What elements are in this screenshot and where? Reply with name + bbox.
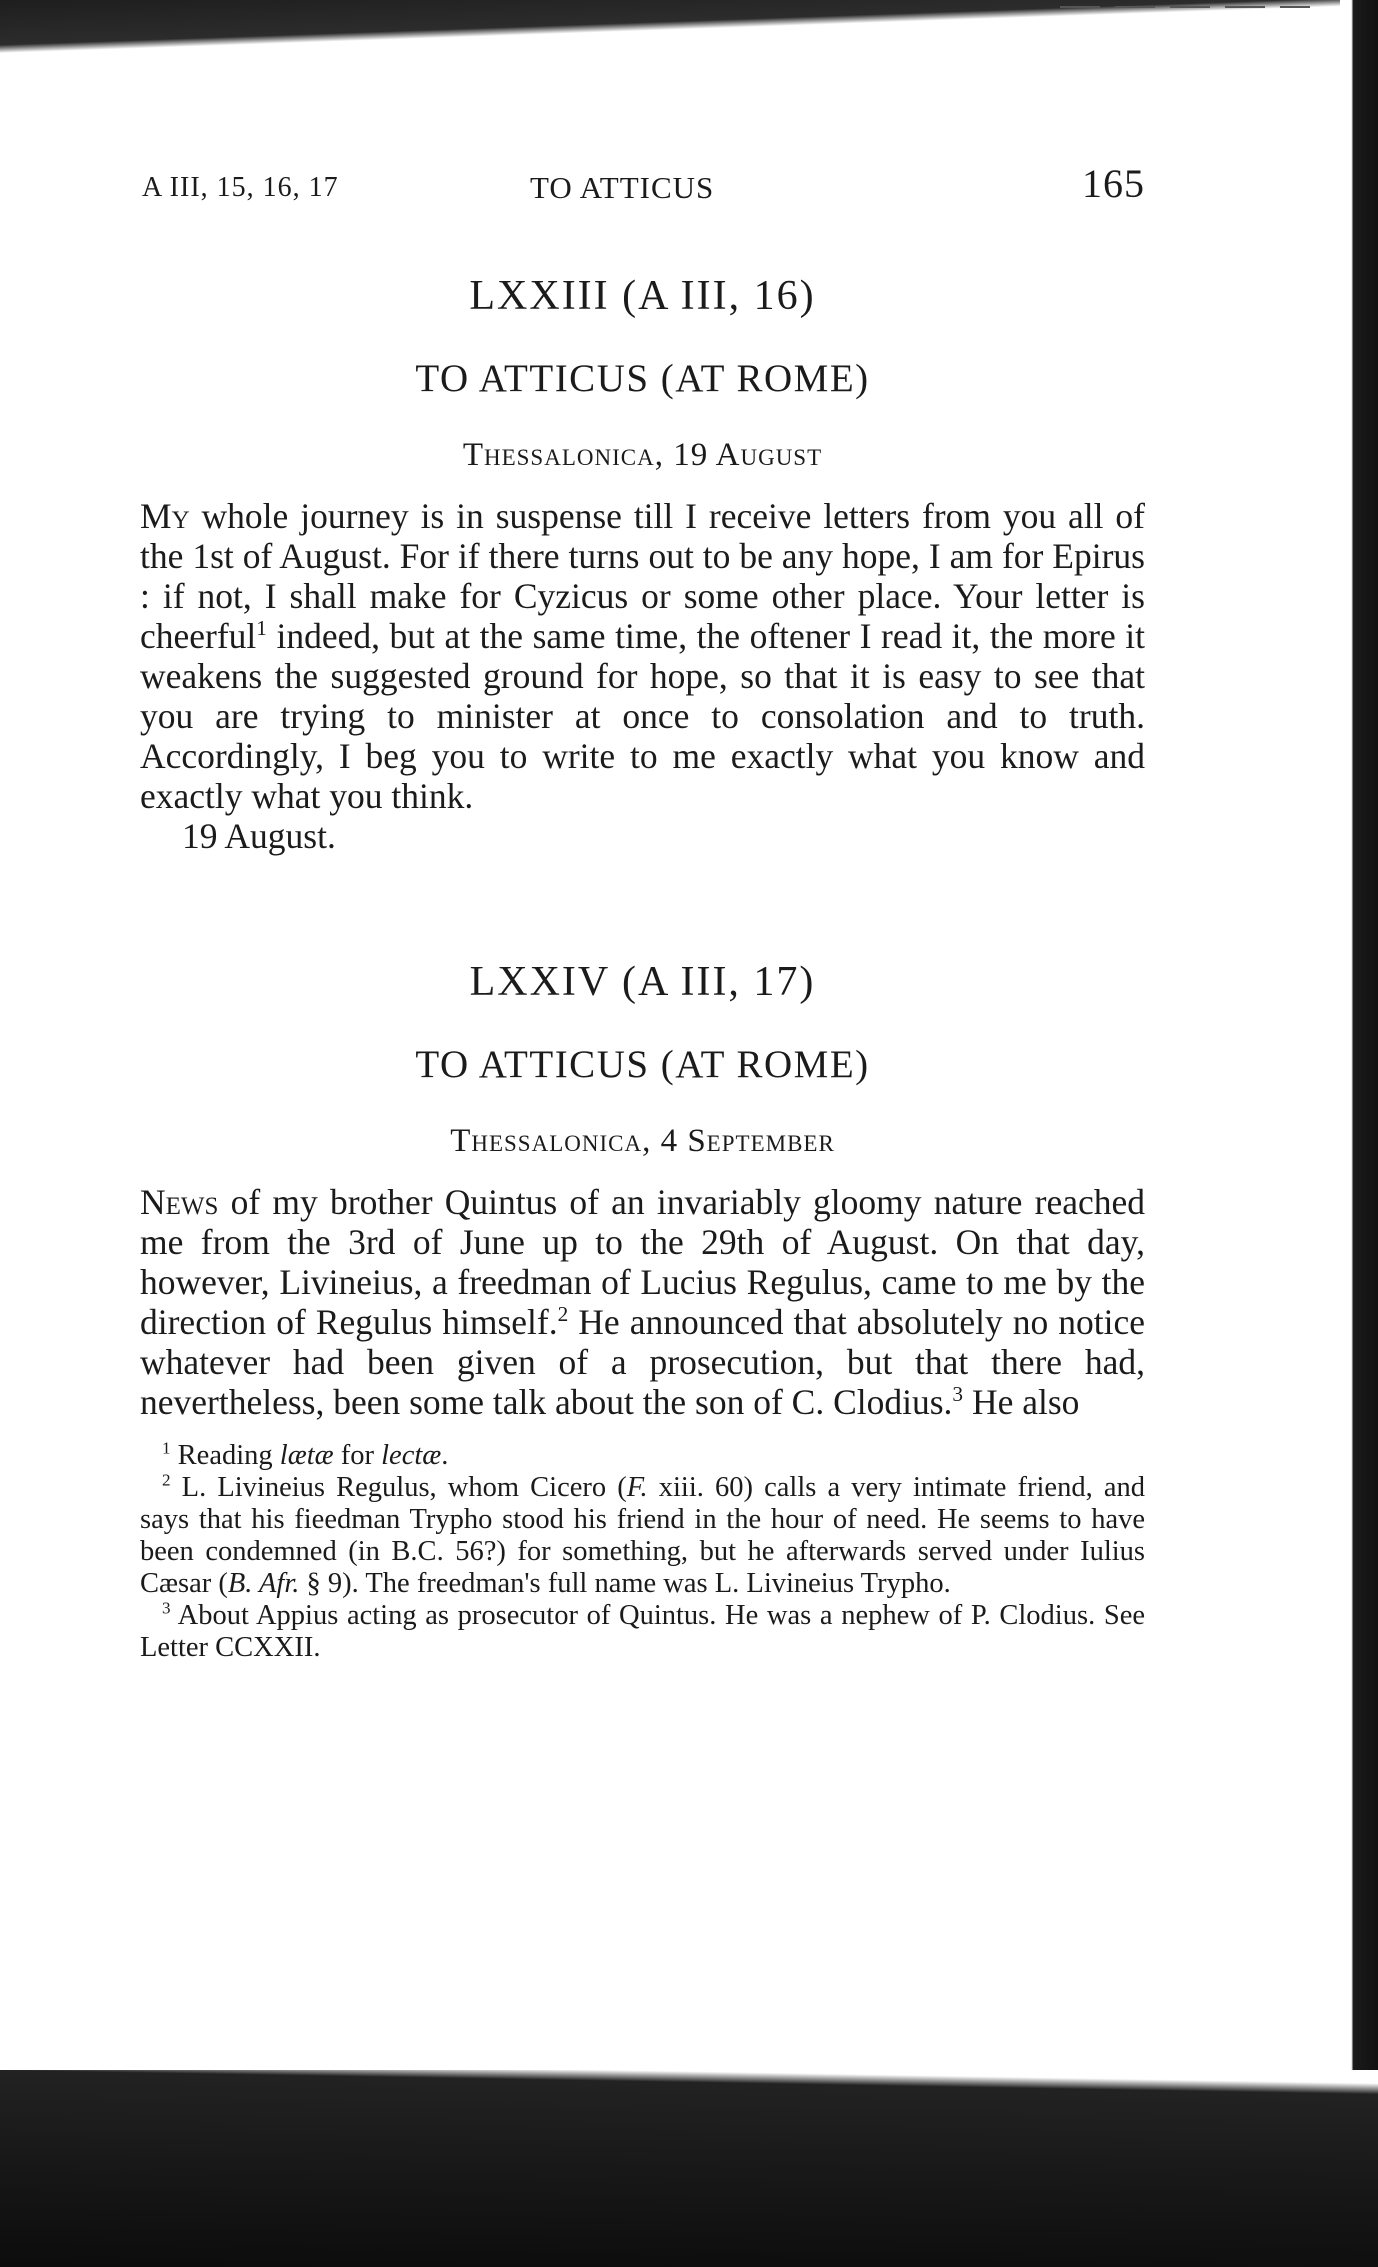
letter-lxxiv: [140, 958, 1145, 1422]
letter-reference: (A III, 16): [622, 273, 816, 319]
footnote-text: § 9). The freedman's full name was L. Livineius Trypho.: [299, 1568, 951, 1599]
footnote-italic: lectæ: [381, 1440, 442, 1471]
footnote-marker: 2: [557, 1302, 569, 1327]
scan-edge-mark: [1060, 6, 1310, 8]
body-text-part: whole journey is in suspense till I receive letters from you all of the 1st of August. For if there turns out to be any hope, I am for Epirus : if not, I shall make for Cyzicus or some other place. Your letter is cheerful: [140, 496, 1146, 656]
opening-word: My: [140, 496, 190, 536]
scan-shadow-bottom: [0, 2070, 1378, 2267]
running-head-title: TO ATTICUS: [530, 170, 715, 205]
footnote-text: .: [441, 1440, 449, 1471]
letter-body: [140, 496, 1145, 816]
body-text-part: indeed, but at the same time, the oftener I read it, the more it weakens the suggested ground for hope, so that it is easy to see that you are trying to minister at once to consolation and to truth. Accordingly, I beg you to write to me exactly what you know and exactly what you think.: [140, 616, 1145, 816]
footnote-marker: 3: [952, 1382, 964, 1407]
scan-shadow-right: [1340, 0, 1378, 2100]
footnote-1: [140, 1440, 1145, 1472]
footnote-3: [140, 1600, 1145, 1664]
footnote-small-caps: B.C.: [391, 1536, 444, 1567]
footnote-italic: B. Afr.: [227, 1568, 300, 1599]
letter-reference: (A III, 17): [621, 959, 816, 1005]
letter-body: [140, 1182, 1145, 1422]
footnotes: [140, 1440, 1145, 1664]
letter-place-date: Thessalonica, 19 August: [462, 437, 823, 473]
footnote-number: 1: [162, 1438, 171, 1458]
footnote-text: About Appius acting as prosecutor of Quintus. He was a nephew of P. Clodius. See Letter CCXXII.: [140, 1600, 1145, 1663]
closing-date: 19 August.: [182, 816, 336, 856]
footnote-marker: 1: [256, 616, 267, 641]
letter-number: LXXIV: [469, 959, 610, 1005]
footnote-text: xiii. 60) calls a very intimate friend, and says that his fieedman Trypho stood his friend in the hour of need. He seems to have been condemned (in: [140, 1472, 1145, 1567]
opening-word: News: [140, 1182, 219, 1222]
running-head: [140, 160, 1145, 220]
footnote-number: 2: [162, 1470, 171, 1490]
book-page: [140, 160, 1145, 1664]
footnote-italic: F.: [626, 1472, 648, 1503]
footnote-text: Reading: [170, 1440, 280, 1471]
footnote-number: 3: [162, 1598, 171, 1618]
letter-place-date: Thessalonica, 4 September: [450, 1123, 835, 1159]
letter-number: LXXIII: [469, 273, 610, 319]
letter-heading: [140, 958, 1145, 1006]
page-number: 165: [1082, 161, 1145, 206]
footnote-italic: lætæ: [279, 1440, 334, 1471]
footnote-text: for: [333, 1440, 382, 1471]
letter-addressee: TO ATTICUS (AT ROME): [415, 1043, 870, 1086]
running-head-reference: A III, 15, 16, 17: [142, 172, 339, 203]
footnote-text: L. Livineius Regulus, whom Cicero (: [170, 1472, 627, 1503]
body-text-part: He also: [963, 1382, 1080, 1422]
letter-addressee: TO ATTICUS (AT ROME): [415, 357, 870, 400]
body-text-part: of my brother Quintus of an invariably gloomy nature reached me from the 3rd of June up to the 29th of August. On that day, however, Livineius, a freedman of Lucius Regulus, came to me by the direction of Regulus himself.: [140, 1182, 1145, 1342]
letter-heading: [140, 272, 1145, 320]
footnote-text: 56?) for something, but he afterwards served under Iulius Cæsar (: [140, 1536, 1145, 1599]
footnote-2: [140, 1472, 1145, 1600]
letter-lxxiii: [140, 272, 1145, 856]
scan-shadow-top: [0, 0, 1378, 70]
body-text-part: He announced that absolutely no notice whatever had been given of a prosecution, but that there had, nevertheless, been some talk about the son of C. Clodius.: [140, 1302, 1145, 1422]
